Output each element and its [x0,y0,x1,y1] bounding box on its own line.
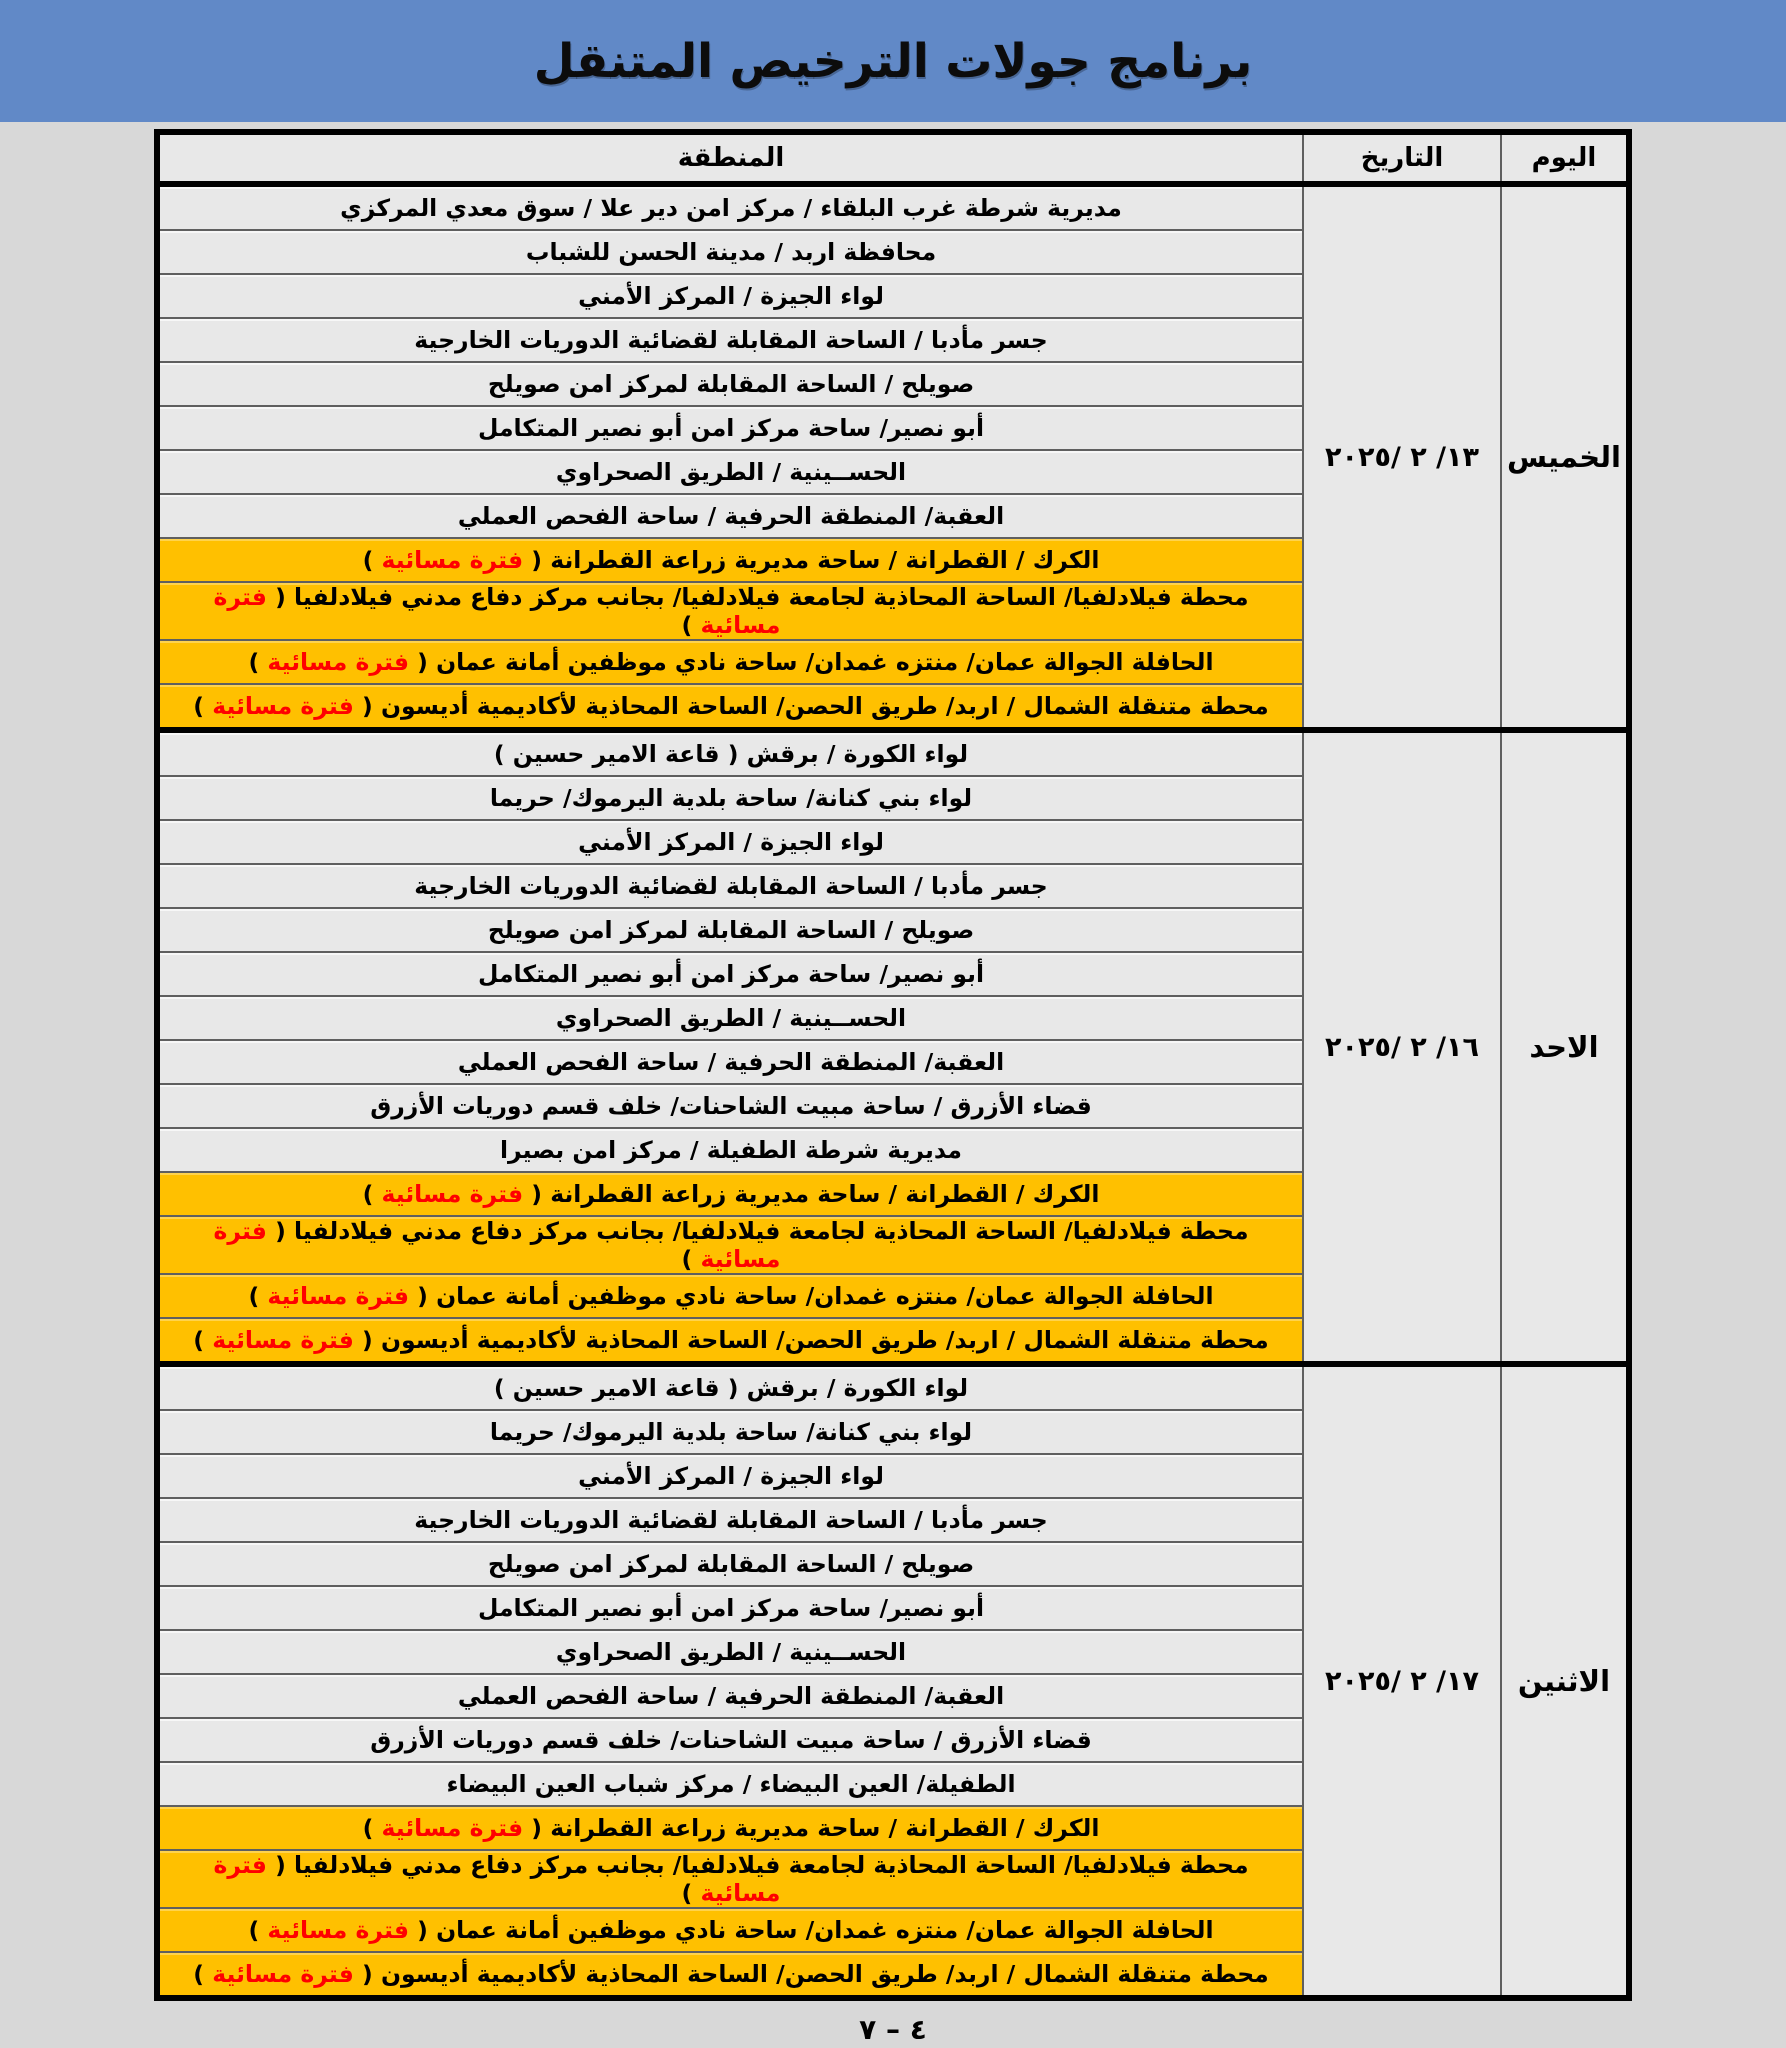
schedule-body [157,184,1629,1998]
region-cell: لواء بني كنانة/ ساحة بلدية اليرموك/ حريما [157,776,1303,820]
region-cell-evening: محطة متنقلة الشمال / اربد/ طريق الحصن/ الساحة المحاذية لأكاديمية أديسون ( فترة مسائية ) [157,1318,1303,1364]
region-cell: صويلح / الساحة المقابلة لمركز امن صويلح [157,362,1303,406]
region-cell: لواء الجيزة / المركز الأمني [157,820,1303,864]
region-cell: لواء الكورة / برقش ( قاعة الامير حسين ) [157,1364,1303,1410]
region-cell-evening: محطة متنقلة الشمال / اربد/ طريق الحصن/ الساحة المحاذية لأكاديمية أديسون ( فترة مسائية ) [157,684,1303,730]
region-cell: قضاء الأزرق / ساحة مبيت الشاحنات/ خلف قسم دوريات الأزرق [157,1718,1303,1762]
region-cell: الحســينية / الطريق الصحراوي [157,450,1303,494]
title-banner [0,0,1786,122]
evening-period-label: فترة مسائية [212,1960,354,1988]
region-cell: مديرية شرطة غرب البلقاء / مركز امن دير علا / سوق معدي المركزي [157,184,1303,230]
region-cell-evening: الحافلة الجوالة عمان/ منتزه غمدان/ ساحة نادي موظفين أمانة عمان ( فترة مسائية ) [157,640,1303,684]
region-cell-evening: محطة متنقلة الشمال / اربد/ طريق الحصن/ الساحة المحاذية لأكاديمية أديسون ( فترة مسائية ) [157,1952,1303,1998]
date-cell: ١٦/ ٢ /٢٠٢٥ [1303,730,1501,1364]
evening-period-label: فترة مسائية [213,1851,781,1907]
evening-period-label: فترة مسائية [212,1326,354,1354]
region-cell: أبو نصير/ ساحة مركز امن أبو نصير المتكامل [157,406,1303,450]
header-row [157,132,1629,184]
table-row [157,1364,1629,1410]
date-cell: ١٧/ ٢ /٢٠٢٥ [1303,1364,1501,1998]
evening-period-label: فترة مسائية [212,692,354,720]
region-cell: جسر مأدبا / الساحة المقابلة لقضائية الدوريات الخارجية [157,318,1303,362]
region-cell: لواء بني كنانة/ ساحة بلدية اليرموك/ حريما [157,1410,1303,1454]
evening-period-label: فترة مسائية [213,583,781,639]
region-cell: صويلح / الساحة المقابلة لمركز امن صويلح [157,908,1303,952]
region-cell-evening: الكرك / القطرانة / ساحة مديرية زراعة القطرانة ( فترة مسائية ) [157,1172,1303,1216]
region-cell-evening: محطة فيلادلفيا/ الساحة المحاذية لجامعة فيلادلفيا/ بجانب مركز دفاع مدني فيلادلفيا ( فترة مسائية ) [157,1216,1303,1274]
region-cell-evening: الحافلة الجوالة عمان/ منتزه غمدان/ ساحة نادي موظفين أمانة عمان ( فترة مسائية ) [157,1274,1303,1318]
region-cell-evening: الحافلة الجوالة عمان/ منتزه غمدان/ ساحة نادي موظفين أمانة عمان ( فترة مسائية ) [157,1908,1303,1952]
region-cell: الحســينية / الطريق الصحراوي [157,1630,1303,1674]
table-row [157,730,1629,776]
evening-period-label: فترة مسائية [381,1180,524,1208]
day-cell: الاثنين [1501,1364,1629,1998]
region-cell: صويلح / الساحة المقابلة لمركز امن صويلح [157,1542,1303,1586]
evening-period-label: فترة مسائية [267,1282,409,1310]
date-cell: ١٣/ ٢ /٢٠٢٥ [1303,184,1501,730]
region-cell: محافظة اربد / مدينة الحسن للشباب [157,230,1303,274]
region-cell-evening: محطة فيلادلفيا/ الساحة المحاذية لجامعة فيلادلفيا/ بجانب مركز دفاع مدني فيلادلفيا ( فترة مسائية ) [157,582,1303,640]
region-cell: أبو نصير/ ساحة مركز امن أبو نصير المتكامل [157,952,1303,996]
region-cell: جسر مأدبا / الساحة المقابلة لقضائية الدوريات الخارجية [157,1498,1303,1542]
region-cell: لواء الجيزة / المركز الأمني [157,1454,1303,1498]
column-header-date: التاريخ [1303,132,1501,184]
region-cell-evening: الكرك / القطرانة / ساحة مديرية زراعة القطرانة ( فترة مسائية ) [157,538,1303,582]
evening-period-label: فترة مسائية [267,1916,409,1944]
region-cell: قضاء الأزرق / ساحة مبيت الشاحنات/ خلف قسم دوريات الأزرق [157,1084,1303,1128]
region-cell: لواء الجيزة / المركز الأمني [157,274,1303,318]
schedule-table [154,129,1632,2001]
region-cell: الحســينية / الطريق الصحراوي [157,996,1303,1040]
page-title: برنامج جولات الترخيص المتنقل [533,33,1253,89]
region-cell-evening: محطة فيلادلفيا/ الساحة المحاذية لجامعة فيلادلفيا/ بجانب مركز دفاع مدني فيلادلفيا ( فترة مسائية ) [157,1850,1303,1908]
evening-period-label: فترة مسائية [381,1814,524,1842]
region-cell: الطفيلة/ العين البيضاء / مركز شباب العين البيضاء [157,1762,1303,1806]
page-number: ٤ – ٧ [859,2013,927,2046]
day-cell: الاحد [1501,730,1629,1364]
evening-period-label: فترة مسائية [213,1217,781,1273]
region-cell-evening: الكرك / القطرانة / ساحة مديرية زراعة القطرانة ( فترة مسائية ) [157,1806,1303,1850]
region-cell: مديرية شرطة الطفيلة / مركز امن بصيرا [157,1128,1303,1172]
region-cell: العقبة/ المنطقة الحرفية / ساحة الفحص العملي [157,494,1303,538]
region-cell: العقبة/ المنطقة الحرفية / ساحة الفحص العملي [157,1674,1303,1718]
region-cell: أبو نصير/ ساحة مركز امن أبو نصير المتكامل [157,1586,1303,1630]
column-header-region: المنطقة [157,132,1303,184]
region-cell: لواء الكورة / برقش ( قاعة الامير حسين ) [157,730,1303,776]
column-header-day: اليوم [1501,132,1629,184]
schedule-table-wrap [154,129,1632,2001]
evening-period-label: فترة مسائية [381,546,524,574]
table-row [157,184,1629,230]
evening-period-label: فترة مسائية [267,648,409,676]
region-cell: جسر مأدبا / الساحة المقابلة لقضائية الدوريات الخارجية [157,864,1303,908]
region-cell: العقبة/ المنطقة الحرفية / ساحة الفحص العملي [157,1040,1303,1084]
day-cell: الخميس [1501,184,1629,730]
